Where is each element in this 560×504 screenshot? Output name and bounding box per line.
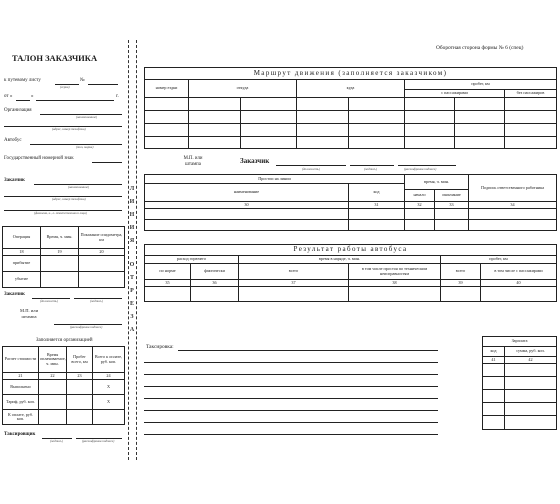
number-sign: № [80, 78, 85, 83]
calc-to-pay: К оплате, руб. коп. [3, 410, 39, 425]
op-arrival: прибытие [3, 256, 41, 272]
operations-table: Операция Время, ч. мин. Показание спидометра, км 18 19 20 прибытие убытие [2, 226, 125, 288]
organization-label: Организация [4, 108, 32, 113]
taxer-label: Таксировщик [4, 432, 36, 437]
route-table: Маршрут движения (заполняется заказчиком) номер ездки откуда куда пробег, км с пассажирами без пассажиров [144, 67, 557, 149]
result-title: Результат работы автобуса [145, 245, 557, 256]
salary-table: Зарплата код сумма, руб. коп. 41 42 [482, 336, 557, 430]
idle-table: Простои на линии время, ч. мин. Подпись ответственного работника наименование код начало окончание 30 31 32 33 34 [144, 174, 557, 231]
org-filled-label: Заполняется организацией [36, 338, 93, 343]
calc-done: Выполнено [3, 380, 39, 395]
bus-label: Автобус [4, 138, 22, 143]
customer-sign-label: Заказчик [4, 292, 25, 297]
calc-table: Расчет стоимости Время оплачиваемое, ч. мин. Пробег всего, км Всего к оплате, руб. коп. 21 22 23 24 Выполнено X Тариф, руб. коп. X К оплате, руб. коп. [2, 346, 125, 425]
route-title: Маршрут движения (заполняется заказчиком) [145, 68, 557, 80]
date-from-label: от « [4, 94, 13, 99]
route-seal: М.П. или штампа [183, 156, 203, 167]
op-departure: убытие [3, 272, 41, 288]
taxing-label: Таксировка: [146, 344, 174, 350]
plate-label: Государственный номерной знак [4, 156, 74, 161]
waybill-label: к путевому листу [4, 78, 41, 83]
coupon-title: ТАЛОН ЗАКАЗЧИКА [12, 53, 98, 63]
customer-label: Заказчик [4, 178, 25, 183]
form-reference: Оборотная сторона формы № 6 (спец) [436, 45, 524, 51]
route-customer-label: Заказчик [240, 157, 270, 165]
result-table: Результат работы автобуса расход горючего время в наряде, ч. мин. пробег, км по норме фактически всего в том числе простоя по техническим неисправностям всего в том числе с пассажирами 35 36 37 38 39 40 [144, 244, 557, 302]
coupon-seal: М.П. или штампа [19, 308, 39, 319]
calc-tariff: Тариф, руб. коп. [3, 395, 39, 410]
